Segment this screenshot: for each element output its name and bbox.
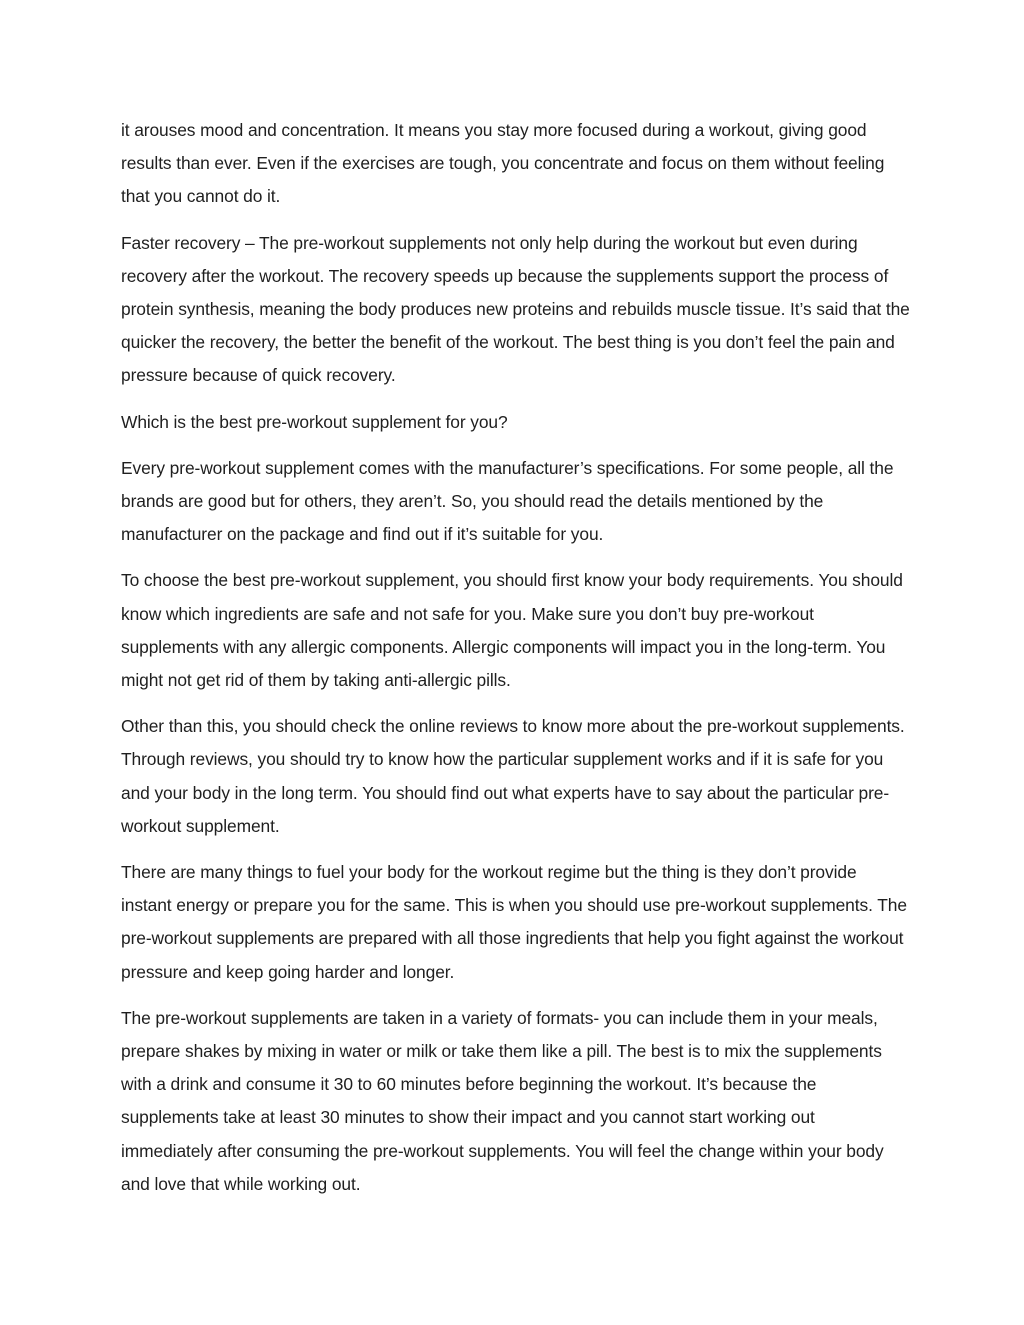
paragraph-manufacturer-specs: Every pre-workout supplement comes with the manufacturer’s specifications. For some people, all the brands are good but for others, they aren’t. So, you should read the details mentioned by the manufacturer on the package and find out if it’s suitable for you.: [121, 457, 894, 545]
paragraph-faster-recovery: Faster recovery – The pre-workout supplements not only help during the workout but even during recovery after the workout. The recovery speeds up because the supplements support the process of protein synthesis, meaning the body produces new proteins and rebuilds muscle tissue. It’s said that the quicker the recovery, the better the benefit of the workout. The best thing is you don’t feel the pain and pressure because of quick recovery.: [121, 232, 910, 386]
document-page: [121, 114, 911, 1214]
paragraph-question-heading: Which is the best pre-workout supplement for you?: [121, 411, 508, 432]
paragraph-continuation: it arouses mood and concentration. It means you stay more focused during a workout, giving good results than ever. Even if the exercises are tough, you concentrate and focus on them without feeling that you cannot do it.: [121, 120, 885, 207]
paragraph-fuel-body: There are many things to fuel your body for the workout regime but the thing is they don’t provide instant energy or prepare you for the same. This is when you should use pre-workout supplements. The pre-workout supplements are prepared with all those ingredients that help you fight against the workout pressure and keep going harder and longer.: [121, 862, 907, 982]
paragraph-online-reviews: Other than this, you should check the online reviews to know more about the pre-workout supplements. Through reviews, you should try to know how the particular supplement works and if it is safe for you and your body in the long term. You should find out what experts have to say about the particular pre-workout supplement.: [121, 716, 905, 836]
paragraph-choose-supplement: To choose the best pre-workout supplement, you should first know your body requirements. You should know which ingredients are safe and not safe for you. Make sure you don’t buy pre-workout supplements with any allergic components. Allergic components will impact you in the long-term. You might not get rid of them by taking anti-allergic pills.: [121, 570, 903, 691]
paragraph-formats: The pre-workout supplements are taken in a variety of formats- you can include them in your meals, prepare shakes by mixing in water or milk or take them like a pill. The best is to mix the supplements with a drink and consume it 30 to 60 minutes before beginning the workout. It’s because the supplements take at least 30 minutes to show their impact and you cannot start working out immediately after consuming the pre-workout supplements. You will feel the change within your body and love that while working out.: [121, 1007, 884, 1194]
